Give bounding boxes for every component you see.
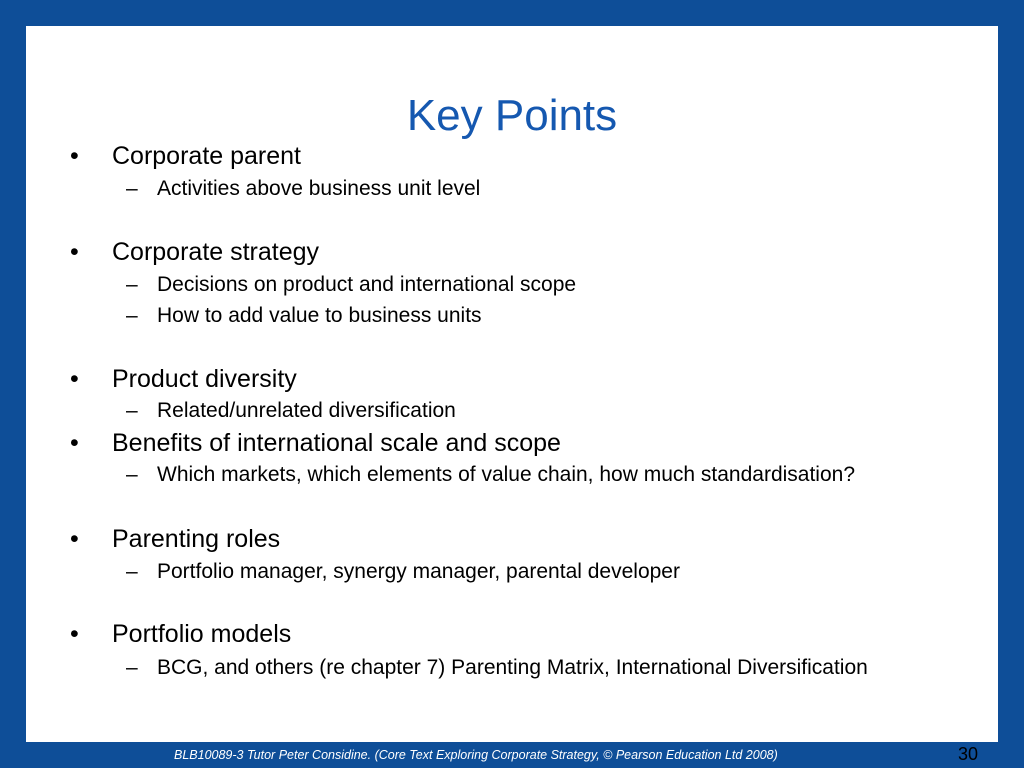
- slide-footer: [0, 742, 1024, 768]
- sub-marker: –: [126, 304, 138, 327]
- sub-text: Decisions on product and international scope: [157, 273, 577, 296]
- sub-text: Related/unrelated diversification: [157, 399, 456, 422]
- sub-text: Activities above business unit level: [157, 177, 481, 200]
- sub-marker: –: [126, 656, 138, 679]
- bullet-list: [26, 26, 998, 742]
- sub-text: Which markets, which elements of value chain, how much standardisation?: [157, 463, 856, 486]
- bullet-text: Parenting roles: [112, 525, 281, 553]
- sub-text: How to add value to business units: [157, 304, 482, 327]
- bullet-text: Corporate parent: [112, 142, 302, 170]
- slide-title: Key Points: [406, 91, 618, 140]
- bullet-marker: •: [70, 525, 79, 553]
- bullet-marker: •: [70, 238, 79, 266]
- sub-marker: –: [126, 273, 138, 296]
- sub-marker: –: [126, 463, 138, 486]
- bullet-text: Product diversity: [112, 365, 297, 393]
- slide-content: [26, 26, 998, 742]
- bullet-marker: •: [70, 620, 79, 648]
- bullet-text: Benefits of international scale and scope: [112, 429, 561, 457]
- bullet-marker: •: [70, 429, 79, 457]
- bullet-text: Portfolio models: [112, 620, 292, 648]
- bullet-marker: •: [70, 142, 79, 170]
- bullet-marker: •: [70, 365, 79, 393]
- footer-credit: BLB10089-3 Tutor Peter Considine. (Core Text Exploring Corporate Strategy, © Pearson Education Ltd 2008): [174, 748, 778, 762]
- sub-text: Portfolio manager, synergy manager, parental developer: [157, 560, 680, 583]
- bullet-text: Corporate strategy: [112, 238, 320, 266]
- sub-text: BCG, and others (re chapter 7) Parenting Matrix, International Diversification: [157, 656, 868, 679]
- sub-marker: –: [126, 177, 138, 200]
- sub-marker: –: [126, 399, 138, 422]
- page-number: 30: [958, 744, 979, 764]
- sub-marker: –: [126, 560, 138, 583]
